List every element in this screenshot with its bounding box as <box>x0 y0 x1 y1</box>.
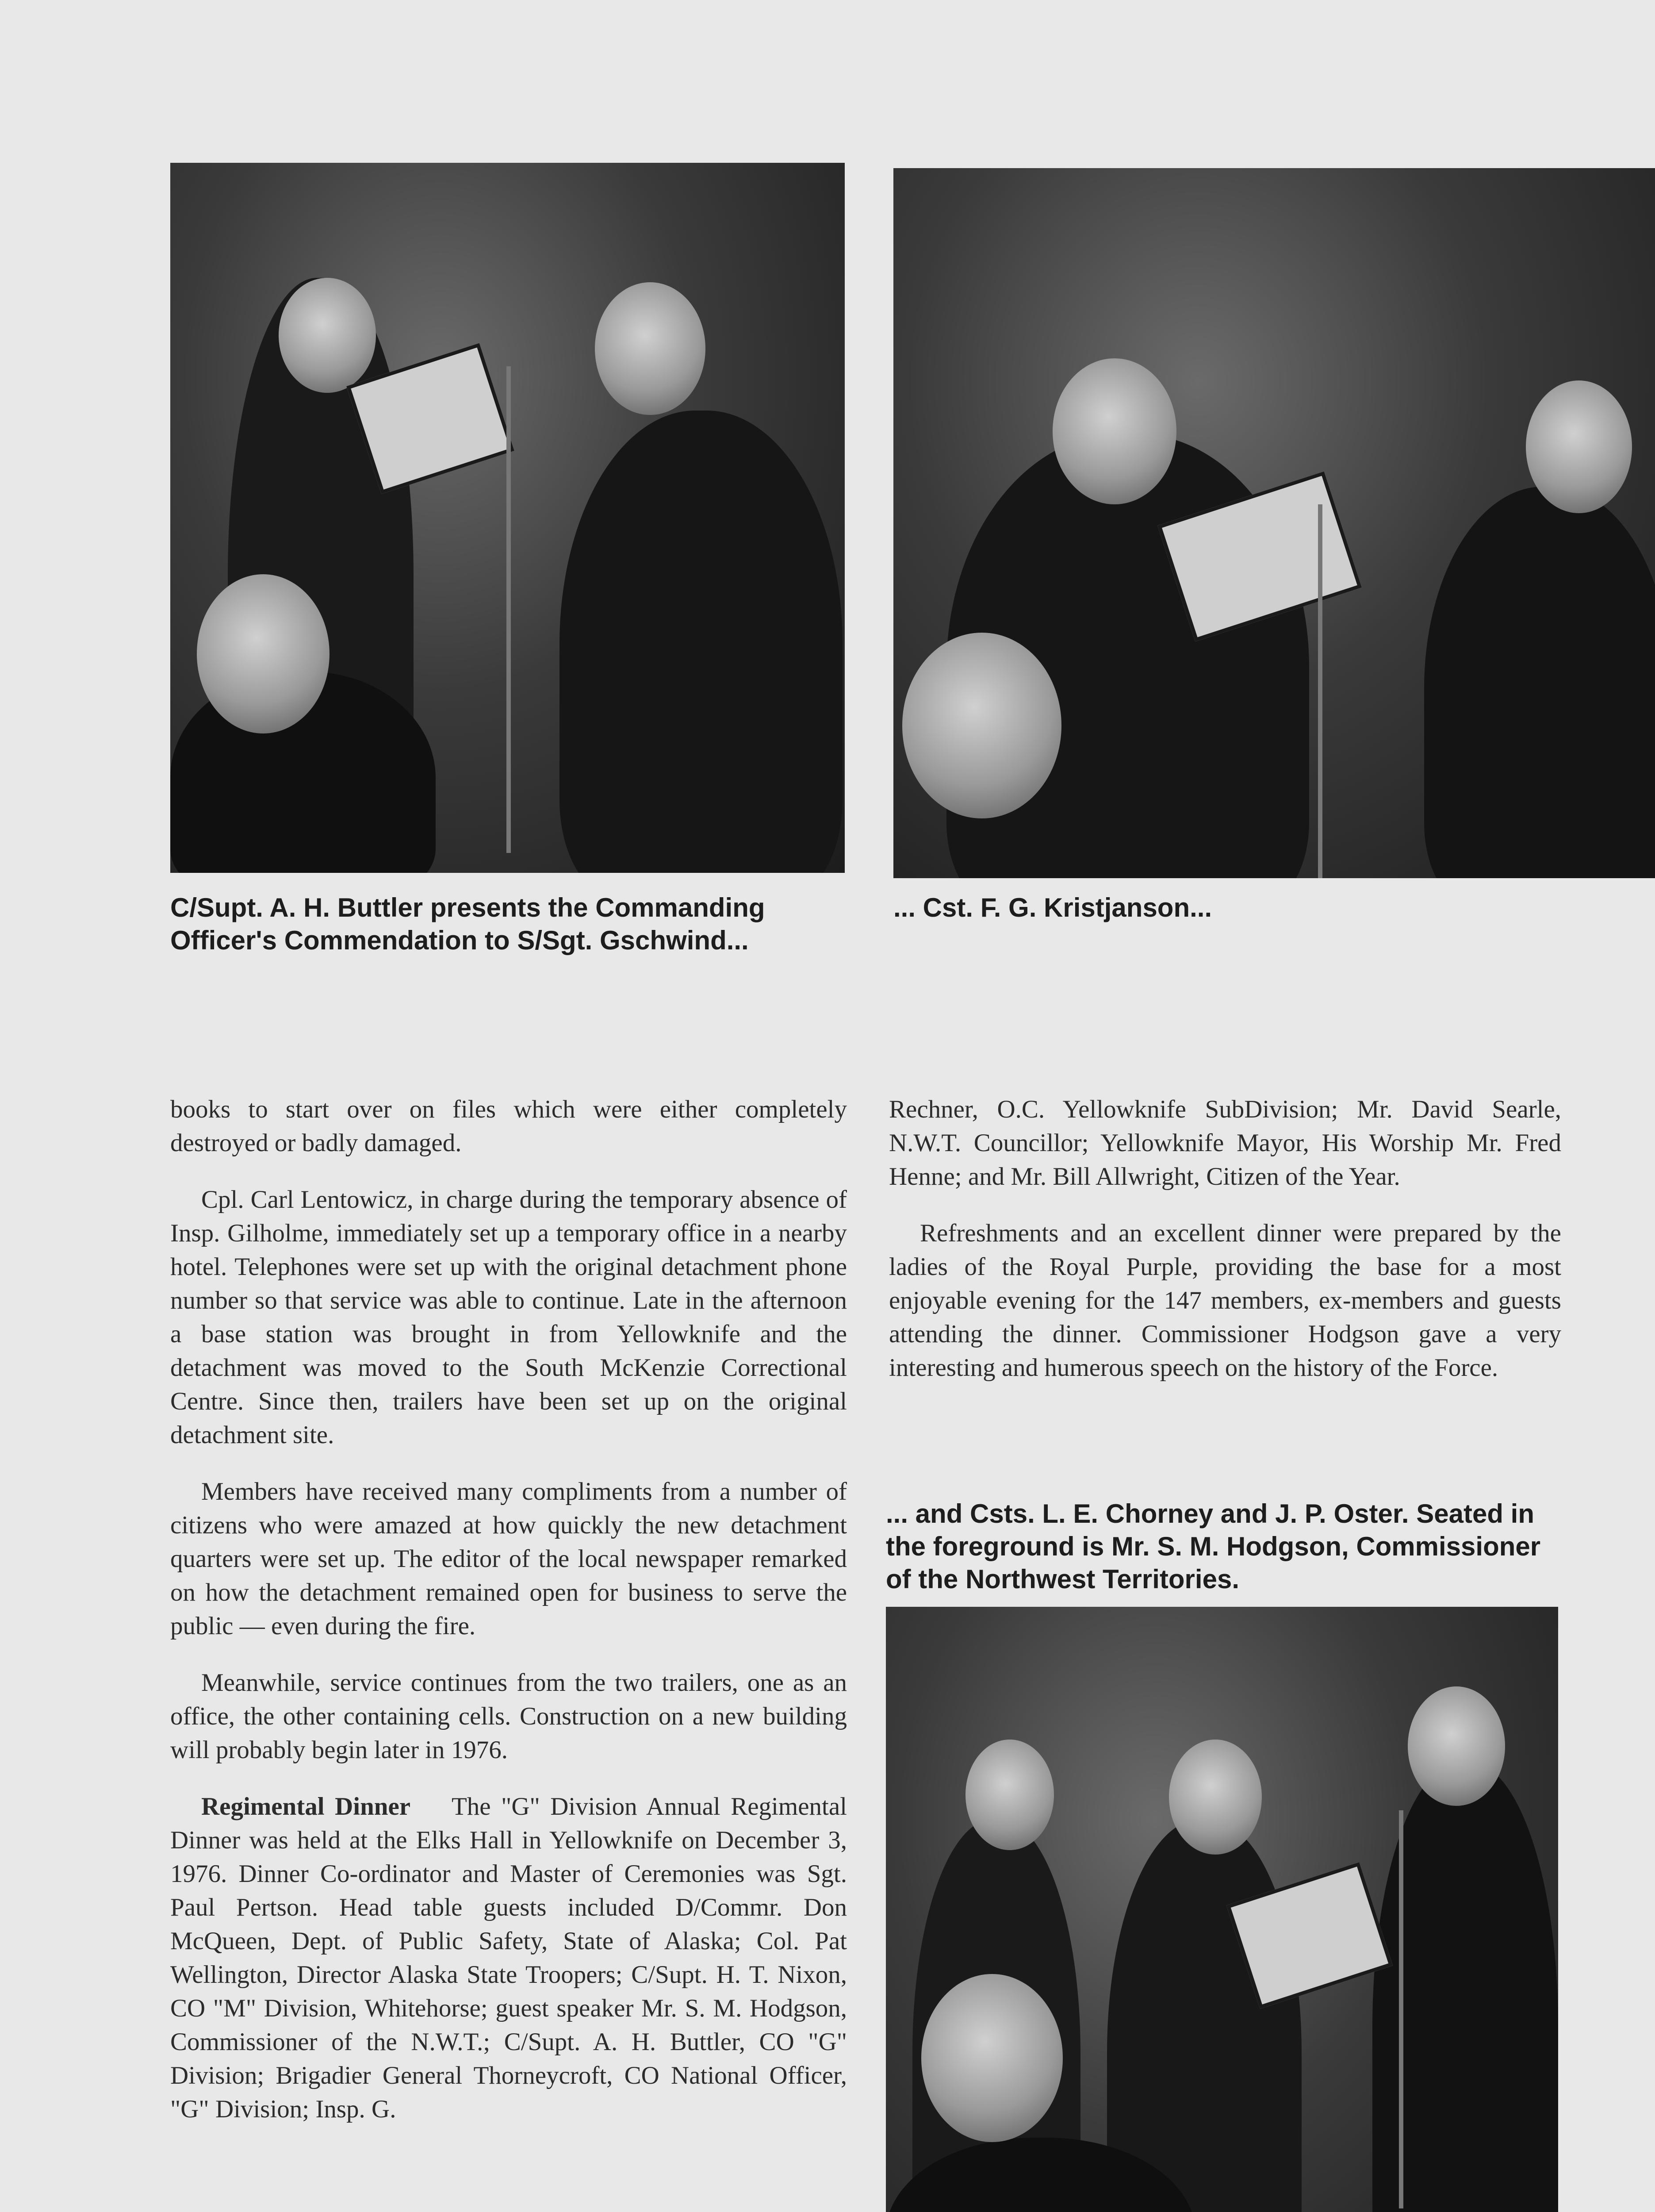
photo-buttler-gschwind <box>170 163 845 873</box>
paragraph-regimental-dinner <box>170 1790 847 2126</box>
paragraph: Rechner, O.C. Yellowknife SubDivision; Mr. David Searle, N.W.T. Councillor; Yellowknife Mayor, His Worship Mr. Fred Henne; and Mr. Bill Allwright, Citizen of the Year. <box>889 1095 1561 1190</box>
paragraph: Members have received many compliments from a number of citizens who were amazed at how quickly the new detachment quarters were set up. The editor of the local newspaper remarked on how the detachment remained open for business to serve the public — even during the fire. <box>170 1478 847 1640</box>
paragraph: Refreshments and an excellent dinner were prepared by the ladies of the Royal Purple, providing the base for a most enjoyable evening for the 147 members, ex-members and guests attending the dinner. Commissioner Hodgson gave a very interesting and humerous speech on the history of the Force. <box>889 1219 1561 1382</box>
photo-chorney-oster <box>886 1607 1558 2212</box>
photo-kristjanson <box>893 168 1655 878</box>
right-column <box>889 1093 1561 1408</box>
caption-photo-3: ... and Csts. L. E. Chorney and J. P. Oster. Seated in the foreground is Mr. S. M. Hodgson, Commissioner of the Northwest Territories. <box>886 1499 1541 1594</box>
left-column <box>170 1093 847 2149</box>
caption-photo-2: ... Cst. F. G. Kristjanson... <box>893 893 1212 922</box>
paragraph-text: The "G" Division Annual Regimental Dinner was held at the Elks Hall in Yellowknife on December 3, 1976. Dinner Co-ordinator and Master of Ceremonies was Sgt. Paul Pertson. Head table guests included D/Commr. Don McQueen, Dept. of Public Safety, State of Alaska; Col. Pat Wellington, Director Alaska State Troopers; C/Supt. H. T. Nixon, CO "M" Division, Whitehorse; guest speaker Mr. S. M. Hodgson, Commissioner of the N.W.T.; C/Supt. A. H. Buttler, CO "G" Division; Brigadier General Thorneycroft, CO National Officer, "G" Division; Insp. G. <box>170 1793 847 2123</box>
paragraph: books to start over on files which were either completely destroyed or badly damaged. <box>170 1095 847 1157</box>
paragraph: Cpl. Carl Lentowicz, in charge during the temporary absence of Insp. Gilholme, immediately set up a temporary office in a nearby hotel. Telephones were set up with the original detachment phone number so that service was able to continue. Late in the afternoon a base station was brought in from Yellowknife and the detachment was moved to the South McKenzie Correctional Centre. Since then, trailers have been set up on the original detachment site. <box>170 1186 847 1449</box>
caption-photo-1: C/Supt. A. H. Buttler presents the Commanding Officer's Commendation to S/Sgt. Gschwind... <box>170 893 765 955</box>
paragraph: Meanwhile, service continues from the two trailers, one as an office, the other containing cells. Construction on a new building will probably begin later in 1976. <box>170 1669 847 1764</box>
section-heading: Regimental Dinner <box>201 1793 411 1820</box>
